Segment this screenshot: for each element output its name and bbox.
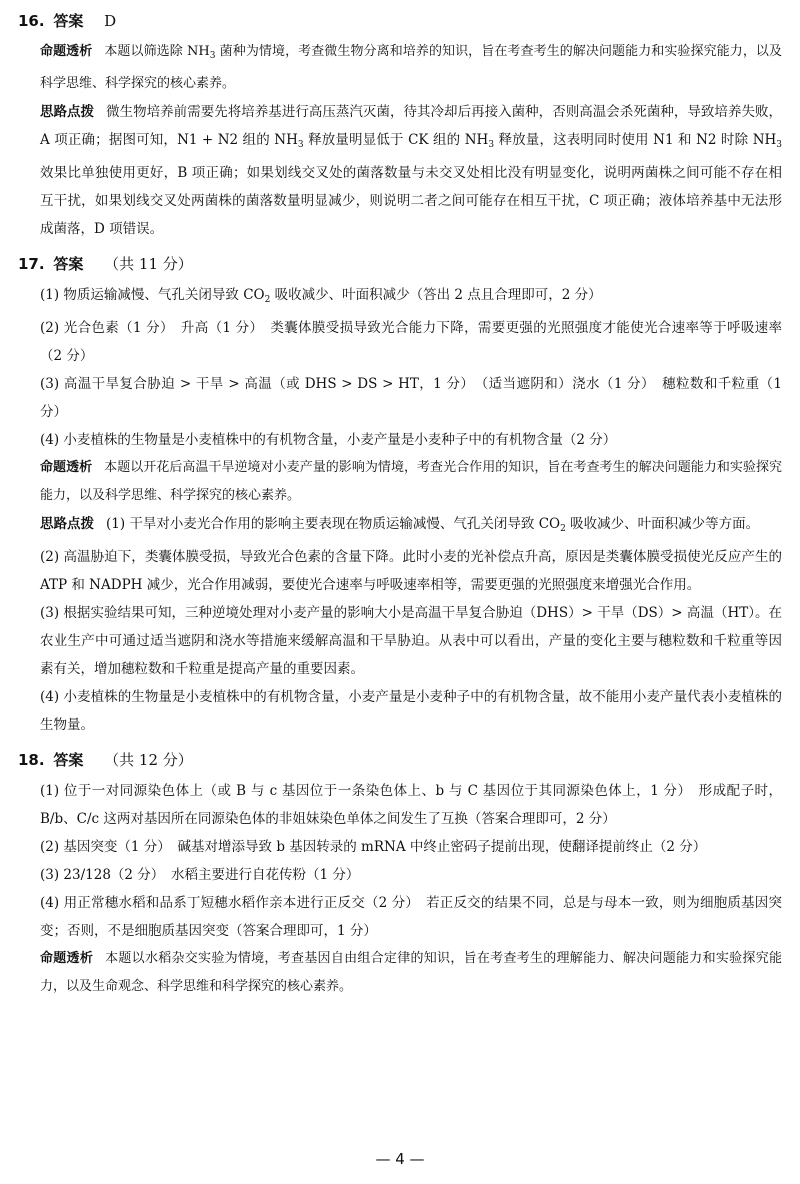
- q18-answer-2: (2) 基因突变（1 分） 碱基对增添导致 b 基因转录的 mRNA 中终止密码子提前出现，使翻译提前终止（2 分）: [40, 839, 707, 855]
- q18-analysis: 命题透析 本题以水稻杂交实验为情境，考查基因自由组合定律的知识，旨在考查考生的理解能力、解决问题能力和实验探究能力，以及生命观念、科学思维和科学探究的核心素养。: [40, 951, 782, 994]
- q18-header: [18, 749, 782, 771]
- q16-header: [18, 10, 782, 32]
- q18-answer-1: (1) 位于一对同源染色体上（或 B 与 c 基因位于一条染色体上、b 与 C 基因位于其同源染色体上，1 分） 形成配子时，B/b、C/c 这两对基因所在同源染色体的非姐妹染色单体之间发生了互换（答案合理即可，2 分）: [40, 783, 782, 827]
- q17-answer-4: (4) 小麦植株的生物量是小麦植株中的有机物含量，小麦产量是小麦种子中的有机物含量（2 分）: [40, 432, 617, 448]
- q17-score: （共 11 分）: [104, 255, 193, 273]
- q17-answer-1: (1) 物质运输减慢、气孔关闭导致 $CO_2$ 吸收减少、叶面积减少（答出 2 点且合理即可，2 分）: [40, 287, 602, 305]
- q17-analysis-label: 命题透析: [40, 460, 93, 475]
- q16-number: 16.: [18, 12, 45, 30]
- page-number: — 4 —: [375, 1150, 425, 1168]
- q16-hint-label: 思路点拨: [40, 104, 95, 120]
- q16-answer-label: 答案: [53, 12, 84, 30]
- q16-analysis-label: 命题透析: [40, 44, 93, 59]
- q17-hint-3: (3) 根据实验结果可知，三种逆境处理对小麦产量的影响大小是高温干旱复合胁迫（DHS）> 干旱（DS）> 高温（HT）。在农业生产中可通过适当遮阴和浇水等措施来缓解高温和干旱胁迫。从表中可以看出，产量的变化主要与穗粒数和千粒重等因素有关，增加穗粒数和千粒重是提高产量的重要因素。: [40, 605, 782, 677]
- q18-number: 18.: [18, 751, 45, 769]
- q17-hint-2: (2) 高温胁迫下，类囊体膜受损，导致光合色素的含量下降。此时小麦的光补偿点升高，原因是类囊体膜受损使光反应产生的 ATP 和 NADPH 减少，光合作用减弱，要使光合速率与呼吸速率相等，需要更强的光照强度来增强光合作用。: [40, 549, 782, 593]
- q17-analysis: 命题透析 本题以开花后高温干旱逆境对小麦产量的影响为情境，考查光合作用的知识，旨在考查考生的解决问题能力和实验探究能力，以及科学思维、科学探究的核心素养。: [40, 460, 782, 503]
- q17-number: 17.: [18, 255, 45, 273]
- q17-header: [18, 253, 782, 275]
- q18-answer-label: 答案: [53, 751, 84, 769]
- q18-score: （共 12 分）: [104, 751, 193, 769]
- q16-analysis: 命题透析 本题以筛选除 $NH_3$ 菌种为情境，考查微生物分离和培养的知识，旨在考查考生的解决问题能力和实验探究能力，以及科学思维、科学探究的核心素养。: [40, 44, 782, 91]
- q16-hint: 思路点拨 微生物培养前需要先将培养基进行高压蒸汽灭菌，待其冷却后再接入菌种，否则高温会杀死菌种，导致培养失败，A 项正确；据图可知，N1 + N2 组的 $NH_3$ 释放量明显低于 CK 组的 $NH_3$ 释放量，这表明同时使用 N1 和 N2 时除 $NH_3$ 效果比单独使用更好，B 项正确；如果划线交叉处的菌落数量与未交叉处相比没有明显变化，说明两菌株之间可能不存在相互干扰，如果划线交叉处两菌株的菌落数量明显减少，则说明二者之间可能存在相互干扰，C 项正确；液体培养基中无法形成菌落，D 项错误。: [40, 104, 783, 237]
- q17-hint-1: 思路点拨 (1) 干旱对小麦光合作用的影响主要表现在物质运输减慢、气孔关闭导致 $CO_2$ 吸收减少、叶面积减少等方面。: [40, 516, 760, 534]
- q17-hint-4: (4) 小麦植株的生物量是小麦植株中的有机物含量，小麦产量是小麦种子中的有机物含量，故不能用小麦产量代表小麦植株的生物量。: [40, 689, 782, 733]
- q18-answer-4: (4) 用正常穗水稻和品系丁短穗水稻作亲本进行正反交（2 分） 若正反交的结果不同，总是与母本一致，则为细胞质基因突变；否则，不是细胞质基因突变（答案合理即可，1 分）: [40, 895, 782, 939]
- q16-answer-value: D: [104, 12, 117, 30]
- q17-answer-2: (2) 光合色素（1 分） 升高（1 分） 类囊体膜受损导致光合能力下降，需要更强的光照强度才能使光合速率等于呼吸速率（2 分）: [40, 320, 782, 364]
- q17-hint-label: 思路点拨: [40, 516, 94, 532]
- q18-analysis-label: 命题透析: [40, 951, 94, 966]
- q18-answer-3: (3) 23/128（2 分） 水稻主要进行自花传粉（1 分）: [40, 867, 360, 883]
- q17-answer-label: 答案: [53, 255, 84, 273]
- q17-answer-3: (3) 高温干旱复合胁迫 > 干旱 > 高温（或 DHS > DS > HT，1 分） （适当遮阴和）浇水（1 分） 穗粒数和千粒重（1 分）: [40, 376, 782, 420]
